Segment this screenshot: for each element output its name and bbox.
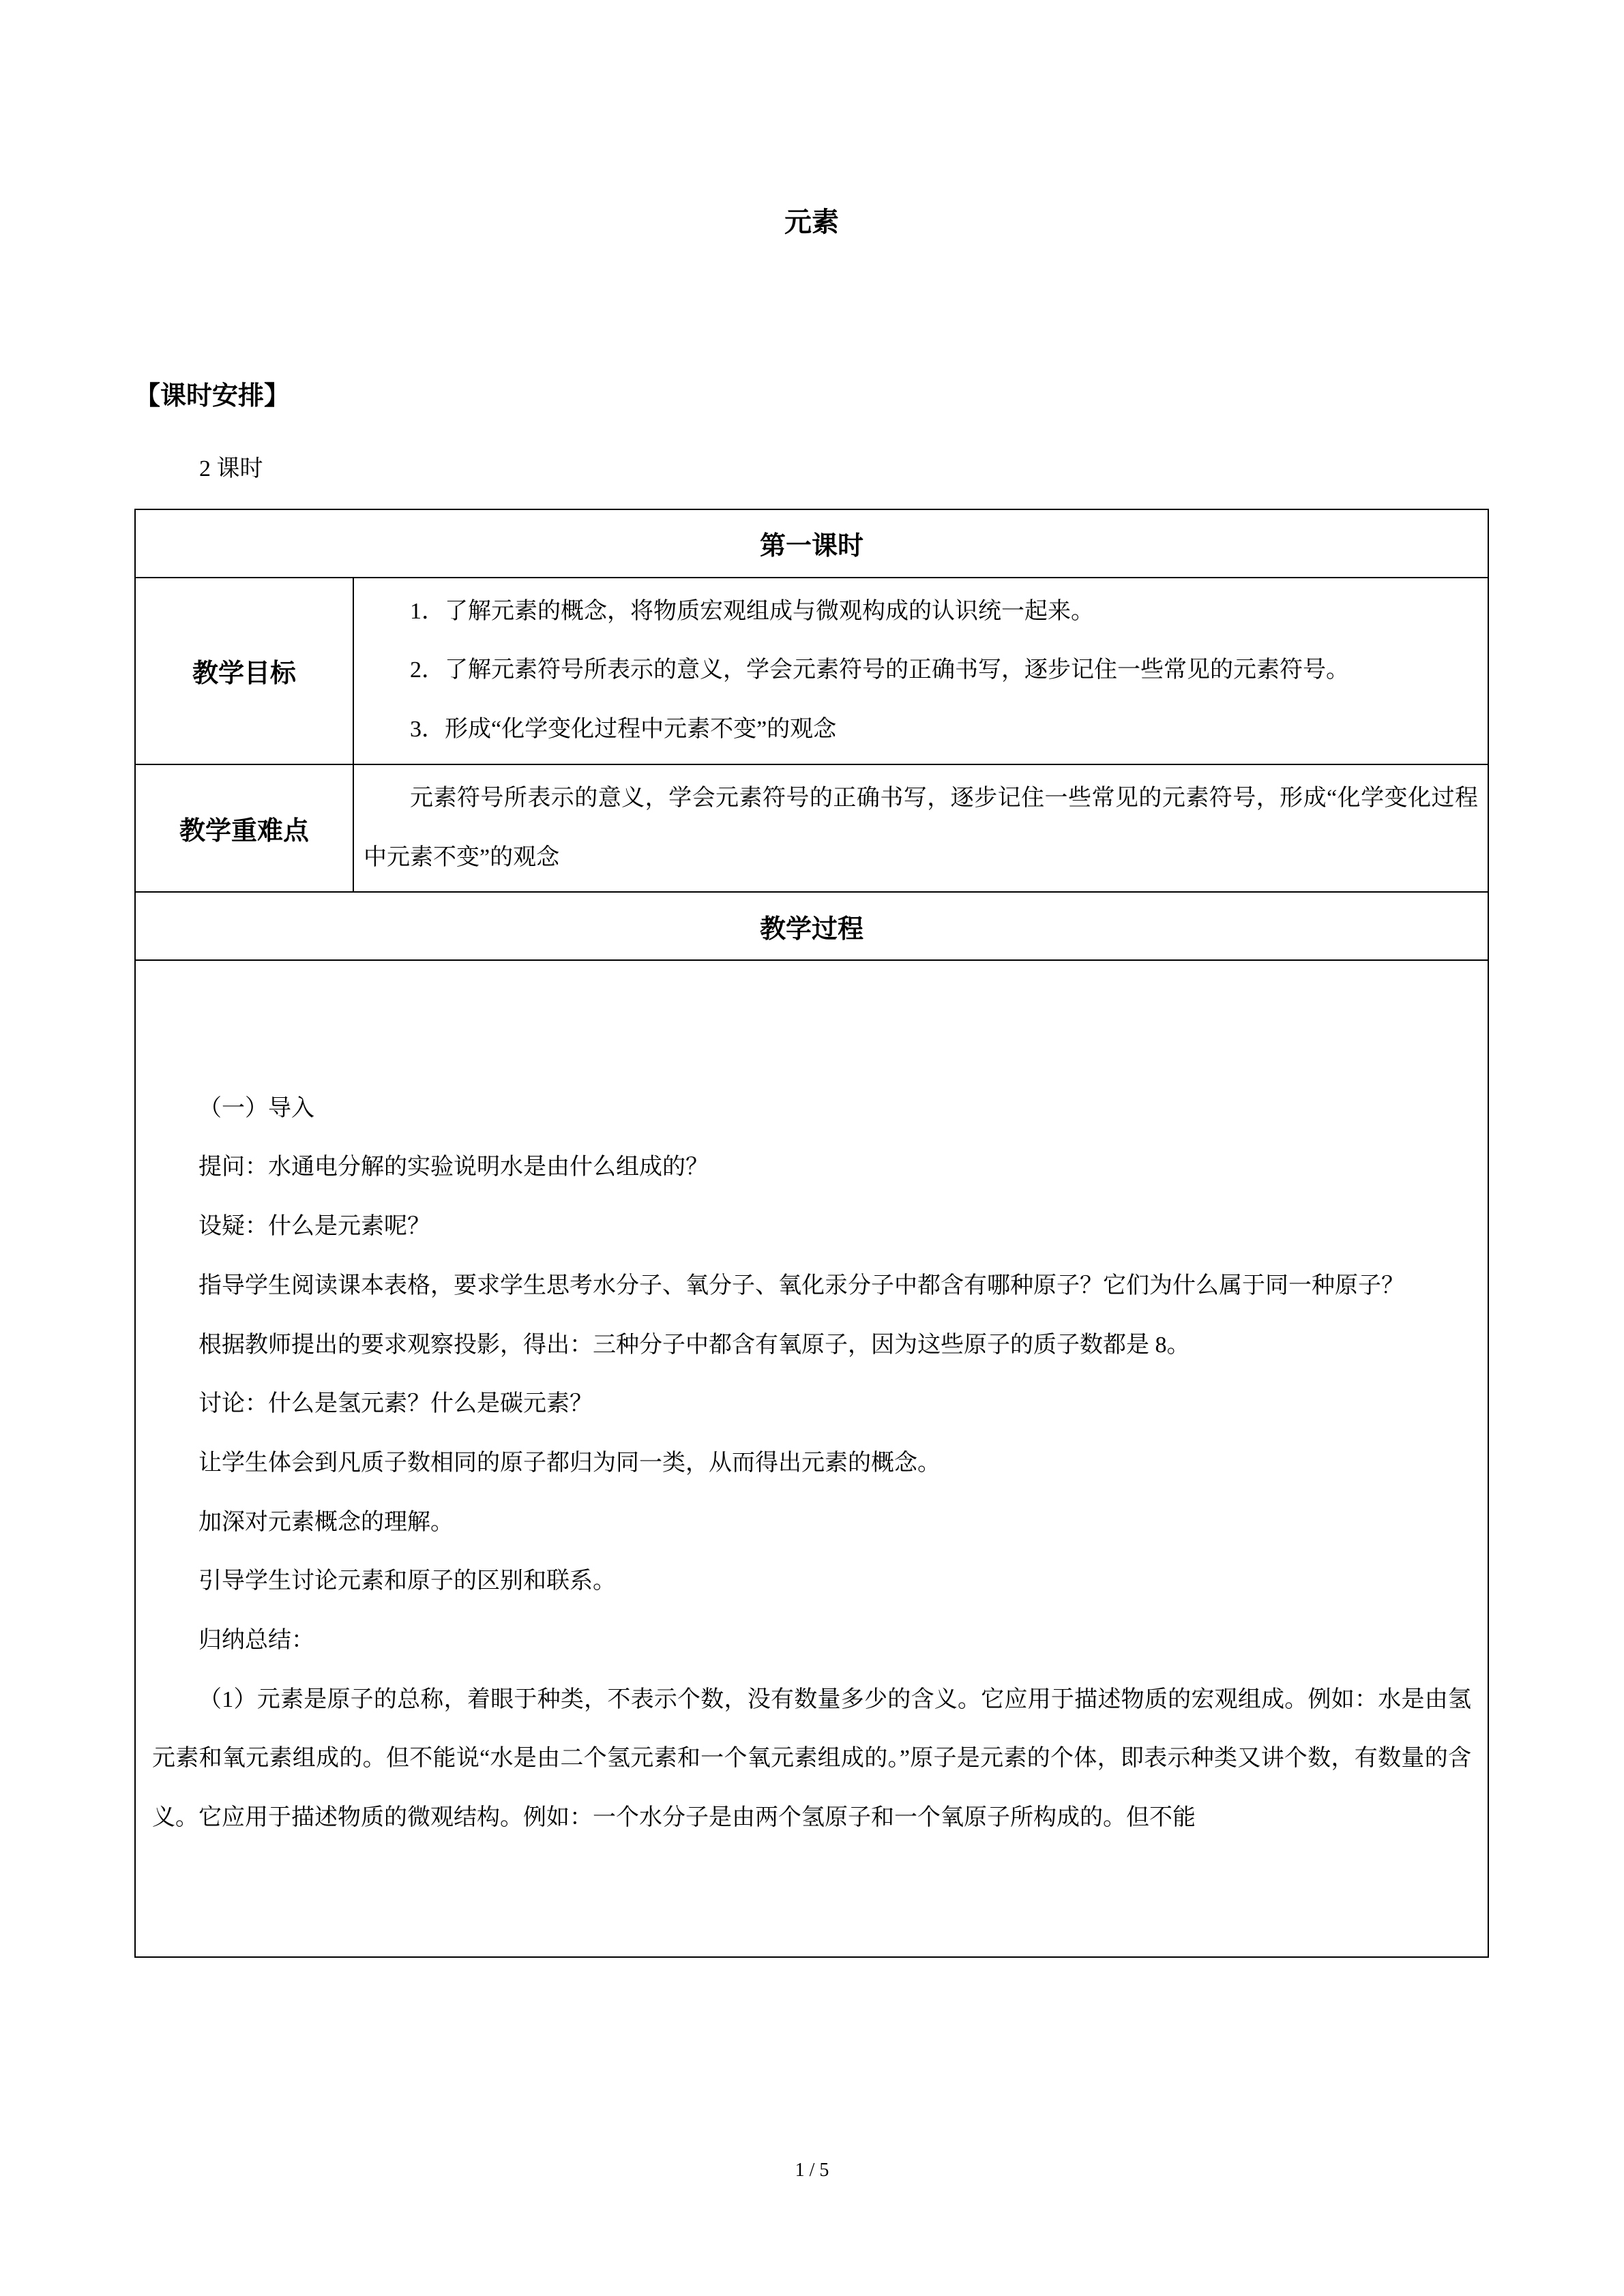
goal-item: 2．了解元素符号所表示的意义，学会元素符号的正确书写，逐步记住一些常见的元素符号。 [410,657,1349,683]
process-paragraph: 加深对元素概念的理解。 [198,1509,454,1535]
page-number: 1 / 5 [795,2160,829,2181]
process-content [135,960,1488,1957]
process-paragraph: 归纳总结： [198,1627,314,1653]
process-paragraph: 讨论：什么是氢元素？什么是碳元素？ [198,1391,593,1417]
process-paragraph: 引导学生讨论元素和原子的区别和联系。 [198,1568,616,1594]
process-paragraph: 指导学生阅读课本表格，要求学生思考水分子、氧分子、氧化汞分子中都含有哪种原子？它们为什么属于同一种原子？ [198,1272,1404,1298]
process-paragraph: （1）元素是原子的总称，着眼于种类，不表示个数，没有数量多少的含义。它应用于描述物质的宏观组成。例如：水是由氢元素和氧元素组成的。但不能说“水是由二个氢元素和一个氧元素组成的。”原子是元素的个体，即表示种类又讲个数，有数量的含义。它应用于描述物质的微观结构。例如：一个水分子是由两个氢原子和一个氧原子所构成的。但不能 [152,1686,1471,1830]
goal-item: 1．了解元素的概念，将物质宏观组成与微观构成的认识统一起来。 [410,598,1094,624]
session-header: 第一课时 [135,509,1488,578]
goals-content [353,578,1488,764]
table-row [135,578,1488,764]
duration-text: 2 课时 [199,456,263,482]
process-paragraph: 根据教师提出的要求观察投影，得出：三种分子中都含有氧原子，因为这些原子的质子数都是 8。 [198,1332,1190,1358]
process-paragraph: 设疑：什么是元素呢？ [198,1214,430,1240]
process-paragraph: （一）导入 [198,1095,314,1121]
key-points-label: 教学重难点 [135,764,353,892]
process-paragraph: 提问：水通电分解的实验说明水是由什么组成的？ [198,1154,709,1180]
table-row [135,892,1488,960]
table-row [135,960,1488,1957]
doc-title: 元素 [784,207,839,237]
table-row [135,764,1488,892]
goal-item: 3．形成“化学变化过程中元素不变”的观念 [410,717,837,743]
goals-label: 教学目标 [135,578,353,764]
lesson-plan-table [134,509,1489,1958]
section-heading: 【课时安排】 [134,382,291,411]
key-points-content [353,764,1488,892]
key-points-text: 元素符号所表示的意义，学会元素符号的正确书写，逐步记住一些常见的元素符号，形成“化学变化过程中元素不变”的观念 [364,785,1478,870]
table-row [135,509,1488,578]
process-paragraph: 让学生体会到凡质子数相同的原子都归为同一类，从而得出元素的概念。 [198,1450,941,1476]
process-header: 教学过程 [135,892,1488,960]
